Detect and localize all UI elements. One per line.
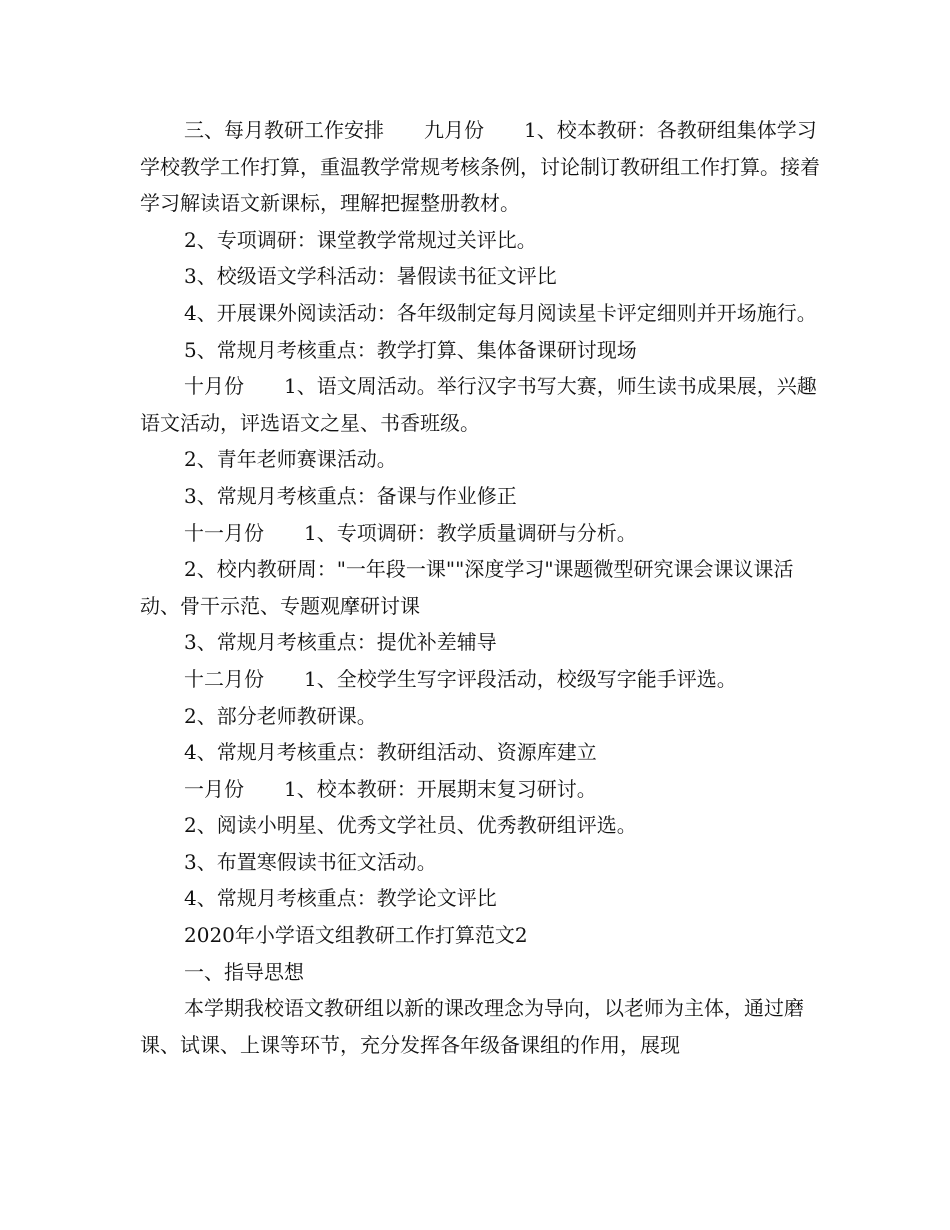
paragraph-routine-check-january: 4、常规月考核重点：教学论文评比 [184,886,497,911]
paragraph-guiding-ideology-body: 本学期我校语文教研组以新的课改理念为导向，以老师为主体，通过磨课、试课、上课等环节，充分发挥各年级备课组的作用，展现 [140,996,804,1057]
paragraph-routine-check-september: 5、常规月考核重点：教学打算、集体备课研讨现场 [184,337,637,362]
paragraph-chinese-activity: 3、校级语文学科活动：暑假读书征文评比 [184,264,557,289]
paragraph-december: 十二月份 1、全校学生写字评段活动，校级写字能手评选。 [184,666,737,691]
paragraph-research-week: 2、校内教研周："一年段一课""深度学习"课题微型研究课会课议课活动、骨干示范、专题观摩研讨课 [140,557,794,618]
document-body [140,112,825,1063]
paragraph-january: 一月份 1、校本教研：开展期末复习研讨。 [184,776,597,801]
paragraph-routine-check-december: 4、常规月考核重点：教研组活动、资源库建立 [184,740,597,765]
paragraph-reading-activity: 4、开展课外阅读活动：各年级制定每月阅读星卡评定细则并开场施行。 [184,300,817,325]
paragraph-november: 十一月份 1、专项调研：教学质量调研与分析。 [184,520,637,545]
section-heading-guiding-ideology: 一、指导思想 [184,959,304,984]
paragraph-routine-check-november: 3、常规月考核重点：提优补差辅导 [184,630,497,655]
paragraph-monthly-plan-september: 三、每月教研工作安排 九月份 1、校本教研：各教研组集体学习学校教学工作打算，重温教学常规考核条例，讨论制订教研组工作打算。接着学习解读语文新课标，理解把握整册教材。 [140,118,820,216]
paragraph-star-selection: 2、阅读小明星、优秀文学社员、优秀教研组评选。 [184,813,637,838]
paragraph-october: 十月份 1、语文周活动。举行汉字书写大赛，师生读书成果展，兴趣语文活动，评选语文之星、书香班级。 [140,374,817,435]
paragraph-young-teacher-contest: 2、青年老师赛课活动。 [184,447,397,472]
paragraph-winter-essay: 3、布置寒假读书征文活动。 [184,849,437,874]
section-title-sample-2: 2020年小学语文组教研工作打算范文2 [184,923,528,948]
paragraph-routine-check-october: 3、常规月考核重点：备课与作业修正 [184,483,517,508]
paragraph-teacher-research-class: 2、部分老师教研课。 [184,703,377,728]
paragraph-special-research: 2、专项调研：课堂教学常规过关评比。 [184,227,537,252]
